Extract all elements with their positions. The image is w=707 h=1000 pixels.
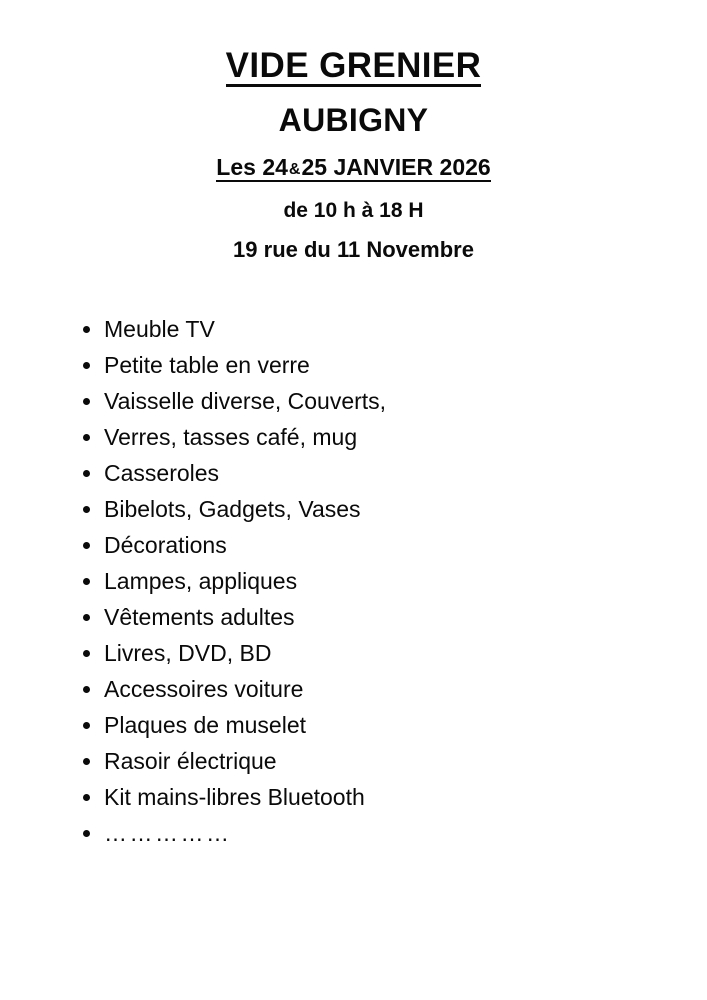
event-address: 19 rue du 11 Novembre — [233, 237, 474, 262]
list-item — [0, 671, 707, 707]
event-date-end: 25 JANVIER 2026 — [301, 154, 491, 180]
list-item-label: Rasoir électrique — [104, 748, 277, 774]
list-item — [0, 707, 707, 743]
list-item-label: …………… — [104, 820, 232, 846]
list-item-label: Lampes, appliques — [104, 568, 298, 594]
flyer-header — [0, 0, 707, 261]
list-item — [0, 311, 707, 347]
list-item — [0, 527, 707, 563]
list-item-label: Décorations — [104, 532, 227, 558]
list-item-label: Bibelots, Gadgets, Vases — [104, 496, 361, 522]
page-subtitle: AUBIGNY — [278, 102, 429, 138]
event-hours: de 10 h à 18 H — [283, 199, 424, 222]
list-item — [0, 743, 707, 779]
list-item-label: Vêtements adultes — [104, 604, 295, 630]
list-item — [0, 383, 707, 419]
bullet-icon — [83, 326, 90, 333]
list-item — [0, 347, 707, 383]
bullet-icon — [83, 758, 90, 765]
list-item — [0, 779, 707, 815]
event-date-ampersand: & — [288, 161, 301, 178]
bullet-icon — [83, 398, 90, 405]
list-item-label: Kit mains-libres Bluetooth — [104, 784, 365, 810]
bullet-icon — [83, 434, 90, 441]
page-title-text: VIDE GRENIER — [225, 46, 482, 85]
bullet-icon — [83, 578, 90, 585]
bullet-icon — [83, 614, 90, 621]
page-title — [0, 48, 707, 87]
bullet-icon — [83, 470, 90, 477]
bullet-icon — [83, 542, 90, 549]
list-item — [0, 599, 707, 635]
list-item — [0, 563, 707, 599]
list-item-label: Casseroles — [104, 460, 220, 486]
bullet-icon — [83, 830, 90, 837]
list-item — [0, 491, 707, 527]
bullet-icon — [83, 650, 90, 657]
event-date — [0, 136, 707, 182]
list-item-label: Plaques de muselet — [104, 712, 307, 738]
bullet-icon — [83, 794, 90, 801]
items-for-sale-list — [0, 261, 707, 851]
list-item — [0, 815, 707, 851]
list-item-label: Livres, DVD, BD — [104, 640, 272, 666]
list-item-label: Meuble TV — [104, 316, 215, 342]
list-item-label: Accessoires voiture — [104, 676, 304, 702]
bullet-icon — [83, 722, 90, 729]
bullet-icon — [83, 686, 90, 693]
event-date-text — [216, 156, 490, 182]
bullet-icon — [83, 506, 90, 513]
bullet-icon — [83, 362, 90, 369]
list-item — [0, 635, 707, 671]
list-item — [0, 455, 707, 491]
event-date-start: Les 24 — [216, 154, 288, 180]
list-item — [0, 419, 707, 455]
list-item-label: Petite table en verre — [104, 352, 310, 378]
list-item-label: Verres, tasses café, mug — [104, 424, 358, 450]
list-item-label: Vaisselle diverse, Couverts, — [104, 388, 387, 414]
